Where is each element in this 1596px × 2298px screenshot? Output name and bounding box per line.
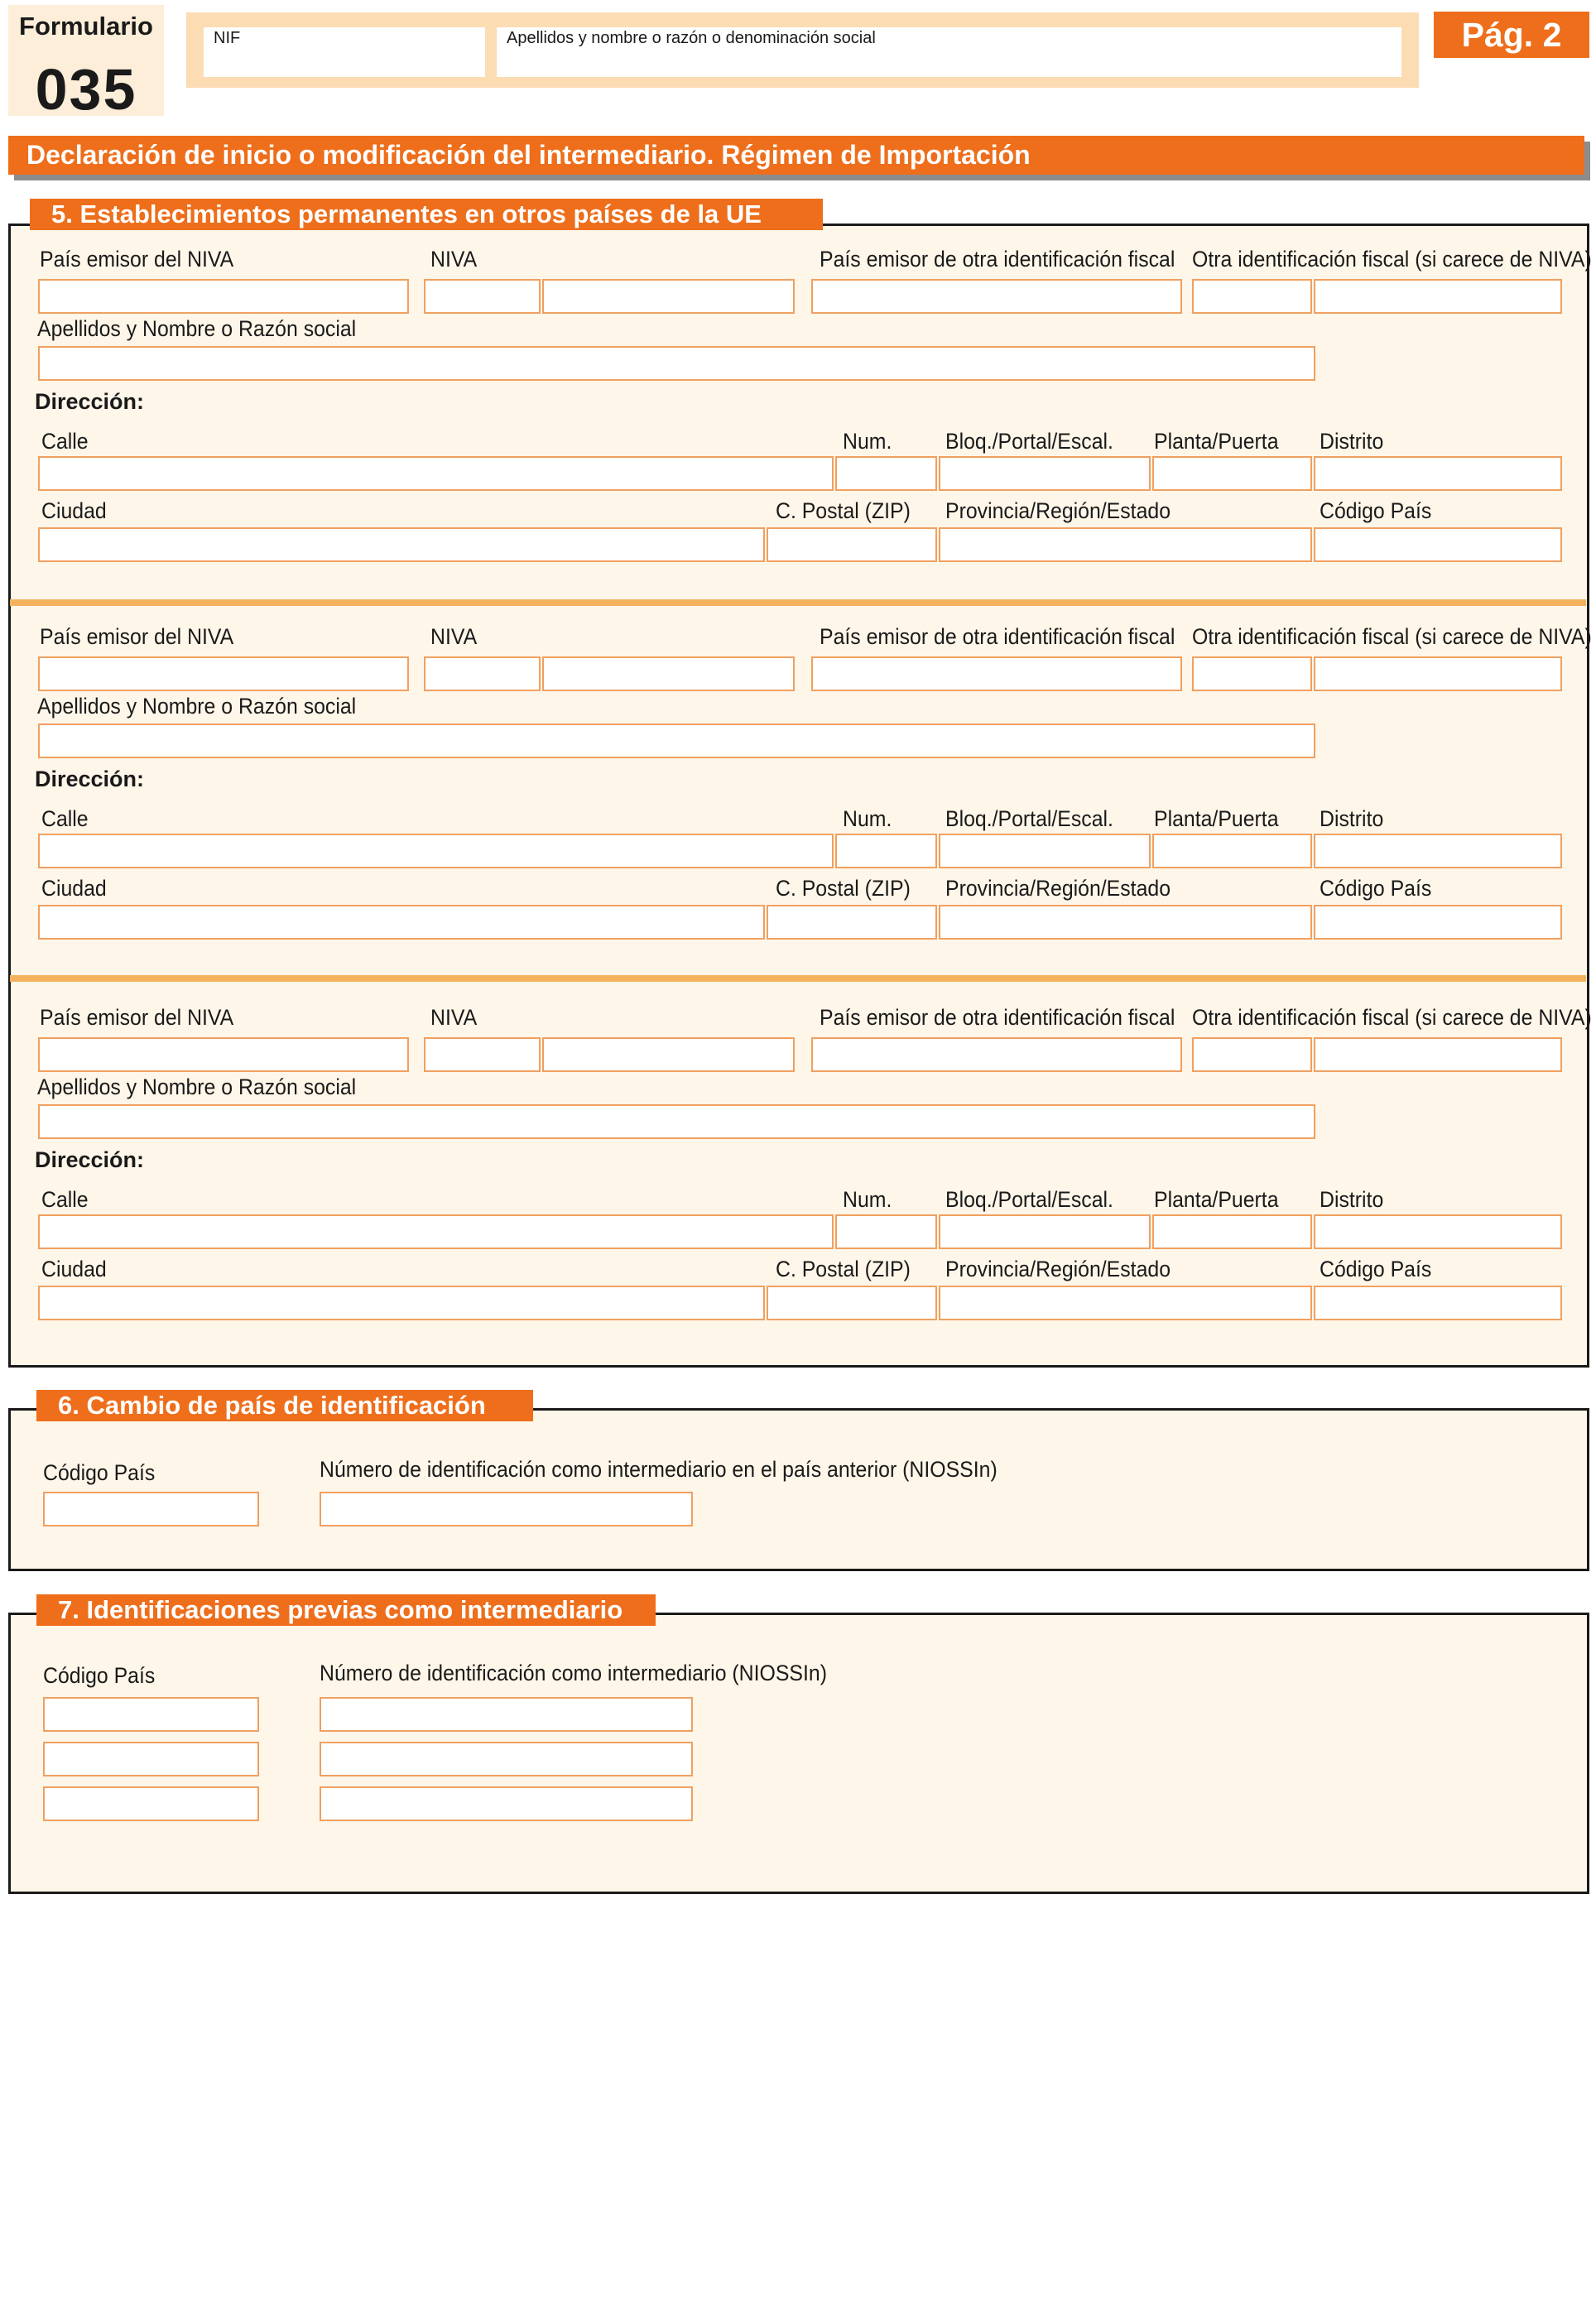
s5-niva-prefix-input[interactable] <box>424 656 541 691</box>
s5-pais-niva-label: País emisor del NIVA <box>40 624 234 649</box>
s5-codpais-label: Código País <box>1320 498 1432 523</box>
s5-pais-niva-label: País emisor del NIVA <box>40 247 234 272</box>
s5-pais-otra-label: País emisor de otra identificación fiscal <box>820 1005 1175 1030</box>
form-number: 035 <box>35 57 137 122</box>
s5-cpostal-label: C. Postal (ZIP) <box>776 1257 911 1281</box>
s5-calle-input[interactable] <box>38 456 834 491</box>
s7-numero-label: Número de identificación como intermediario (NIOSSIn) <box>320 1661 827 1685</box>
s5-distrito-input[interactable] <box>1314 834 1562 868</box>
s5-pais-otra-input[interactable] <box>811 656 1182 691</box>
s5-calle-input[interactable] <box>38 834 834 868</box>
s5-niva-input[interactable] <box>542 279 795 314</box>
form-id-box <box>8 5 164 122</box>
s7-codpais-input[interactable] <box>43 1742 259 1776</box>
s6-codpais-input[interactable] <box>43 1492 259 1526</box>
s5-ciudad-input[interactable] <box>38 1286 765 1320</box>
s5-otra-id-label: Otra identificación fiscal (si carece de NIVA) <box>1192 1005 1592 1030</box>
s5-num-input[interactable] <box>835 456 937 491</box>
s5-bloq-input[interactable] <box>939 834 1151 868</box>
s5-apellidos-label: Apellidos y Nombre o Razón social <box>37 316 357 341</box>
block-separator <box>10 599 1586 606</box>
page-title: Declaración de inicio o modificación del intermediario. Régimen de Importación <box>8 136 1584 175</box>
name-label: Apellidos y nombre o razón o denominación social <box>507 29 876 47</box>
s5-niva-prefix-input[interactable] <box>424 1037 541 1072</box>
s5-num-label: Num. <box>843 1187 892 1212</box>
s5-planta-label: Planta/Puerta <box>1154 429 1279 454</box>
s5-num-label: Num. <box>843 429 892 454</box>
s5-apellidos-label: Apellidos y Nombre o Razón social <box>37 1074 357 1099</box>
s5-calle-label: Calle <box>41 1187 89 1212</box>
s5-niva-label: NIVA <box>430 1005 478 1030</box>
s6-numero-label: Número de identificación como intermediario en el país anterior (NIOSSIn) <box>320 1457 997 1482</box>
s7-codpais-label: Código País <box>43 1663 156 1688</box>
name-field[interactable] <box>497 27 1401 77</box>
s7-codpais-input[interactable] <box>43 1786 259 1821</box>
s5-codpais-input[interactable] <box>1314 905 1562 940</box>
s5-cpostal-input[interactable] <box>767 905 937 940</box>
nif-field[interactable] <box>204 27 485 77</box>
section-6-title: 6. Cambio de país de identificación <box>36 1390 533 1421</box>
s5-otra-id-prefix-input[interactable] <box>1192 1037 1312 1072</box>
s5-distrito-label: Distrito <box>1320 1187 1384 1212</box>
s7-codpais-input[interactable] <box>43 1697 259 1732</box>
page-label: Pág. 2 <box>1434 12 1589 58</box>
s5-pais-otra-label: País emisor de otra identificación fiscal <box>820 624 1175 649</box>
s5-provincia-input[interactable] <box>939 527 1312 562</box>
s5-apellidos-input[interactable] <box>38 1104 1315 1139</box>
s5-provincia-input[interactable] <box>939 1286 1312 1320</box>
s5-bloq-input[interactable] <box>939 1214 1151 1249</box>
s5-bloq-label: Bloq./Portal/Escal. <box>945 429 1113 454</box>
s5-num-input[interactable] <box>835 1214 937 1249</box>
s5-ciudad-label: Ciudad <box>41 498 107 523</box>
s5-planta-input[interactable] <box>1152 1214 1312 1249</box>
s6-numero-input[interactable] <box>320 1492 693 1526</box>
s5-codpais-label: Código País <box>1320 1257 1432 1281</box>
s5-niva-input[interactable] <box>542 1037 795 1072</box>
s5-cpostal-input[interactable] <box>767 527 937 562</box>
s5-apellidos-input[interactable] <box>38 724 1315 758</box>
s5-niva-label: NIVA <box>430 624 478 649</box>
s5-niva-prefix-input[interactable] <box>424 279 541 314</box>
section-5-title: 5. Establecimientos permanentes en otros países de la UE <box>30 199 823 230</box>
block-separator <box>10 975 1586 982</box>
s7-numero-input[interactable] <box>320 1786 693 1821</box>
s5-pais-otra-label: País emisor de otra identificación fiscal <box>820 247 1175 272</box>
s5-calle-label: Calle <box>41 429 89 454</box>
s5-otra-id-input[interactable] <box>1314 1037 1562 1072</box>
s5-pais-niva-input[interactable] <box>38 656 409 691</box>
s6-codpais-label: Código País <box>43 1460 156 1485</box>
s5-bloq-input[interactable] <box>939 456 1151 491</box>
s5-provincia-input[interactable] <box>939 905 1312 940</box>
s5-direccion-label: Dirección: <box>35 767 145 791</box>
s5-direccion-label: Dirección: <box>35 389 145 414</box>
s5-pais-otra-input[interactable] <box>811 1037 1182 1072</box>
section-7-title: 7. Identificaciones previas como intermediario <box>36 1594 656 1626</box>
s5-pais-niva-label: País emisor del NIVA <box>40 1005 234 1030</box>
s5-apellidos-label: Apellidos y Nombre o Razón social <box>37 694 357 719</box>
s5-pais-niva-input[interactable] <box>38 1037 409 1072</box>
s5-codpais-input[interactable] <box>1314 1286 1562 1320</box>
nif-label: NIF <box>214 29 241 47</box>
s5-direccion-label: Dirección: <box>35 1147 145 1172</box>
s5-ciudad-input[interactable] <box>38 527 765 562</box>
s5-planta-label: Planta/Puerta <box>1154 806 1279 831</box>
s5-cpostal-input[interactable] <box>767 1286 937 1320</box>
s5-apellidos-input[interactable] <box>38 346 1315 381</box>
s5-otra-id-input[interactable] <box>1314 279 1562 314</box>
s5-niva-label: NIVA <box>430 247 478 272</box>
s5-cpostal-label: C. Postal (ZIP) <box>776 876 911 901</box>
s5-otra-id-prefix-input[interactable] <box>1192 656 1312 691</box>
s7-numero-input[interactable] <box>320 1742 693 1776</box>
s5-otra-id-label: Otra identificación fiscal (si carece de NIVA) <box>1192 247 1592 272</box>
s5-planta-input[interactable] <box>1152 834 1312 868</box>
s5-niva-input[interactable] <box>542 656 795 691</box>
s5-distrito-input[interactable] <box>1314 1214 1562 1249</box>
s5-distrito-input[interactable] <box>1314 456 1562 491</box>
s5-calle-label: Calle <box>41 806 89 831</box>
s5-otra-id-input[interactable] <box>1314 656 1562 691</box>
s5-planta-label: Planta/Puerta <box>1154 1187 1279 1212</box>
s5-bloq-label: Bloq./Portal/Escal. <box>945 1187 1113 1212</box>
s5-ciudad-input[interactable] <box>38 905 765 940</box>
s5-otra-id-label: Otra identificación fiscal (si carece de NIVA) <box>1192 624 1592 649</box>
s5-provincia-label: Provincia/Región/Estado <box>945 1257 1171 1281</box>
s5-cpostal-label: C. Postal (ZIP) <box>776 498 911 523</box>
s5-num-input[interactable] <box>835 834 937 868</box>
s5-pais-niva-input[interactable] <box>38 279 409 314</box>
s5-ciudad-label: Ciudad <box>41 1257 107 1281</box>
s5-codpais-input[interactable] <box>1314 527 1562 562</box>
s7-numero-input[interactable] <box>320 1697 693 1732</box>
s5-bloq-label: Bloq./Portal/Escal. <box>945 806 1113 831</box>
s5-planta-input[interactable] <box>1152 456 1312 491</box>
section-6-box <box>8 1408 1589 1571</box>
s5-ciudad-label: Ciudad <box>41 876 107 901</box>
s5-num-label: Num. <box>843 806 892 831</box>
s5-distrito-label: Distrito <box>1320 429 1384 454</box>
s5-codpais-label: Código País <box>1320 876 1432 901</box>
s5-pais-otra-input[interactable] <box>811 279 1182 314</box>
s5-otra-id-prefix-input[interactable] <box>1192 279 1312 314</box>
s5-provincia-label: Provincia/Región/Estado <box>945 876 1171 901</box>
s5-provincia-label: Provincia/Región/Estado <box>945 498 1171 523</box>
form-word: Formulario <box>19 12 153 41</box>
s5-calle-input[interactable] <box>38 1214 834 1249</box>
s5-distrito-label: Distrito <box>1320 806 1384 831</box>
